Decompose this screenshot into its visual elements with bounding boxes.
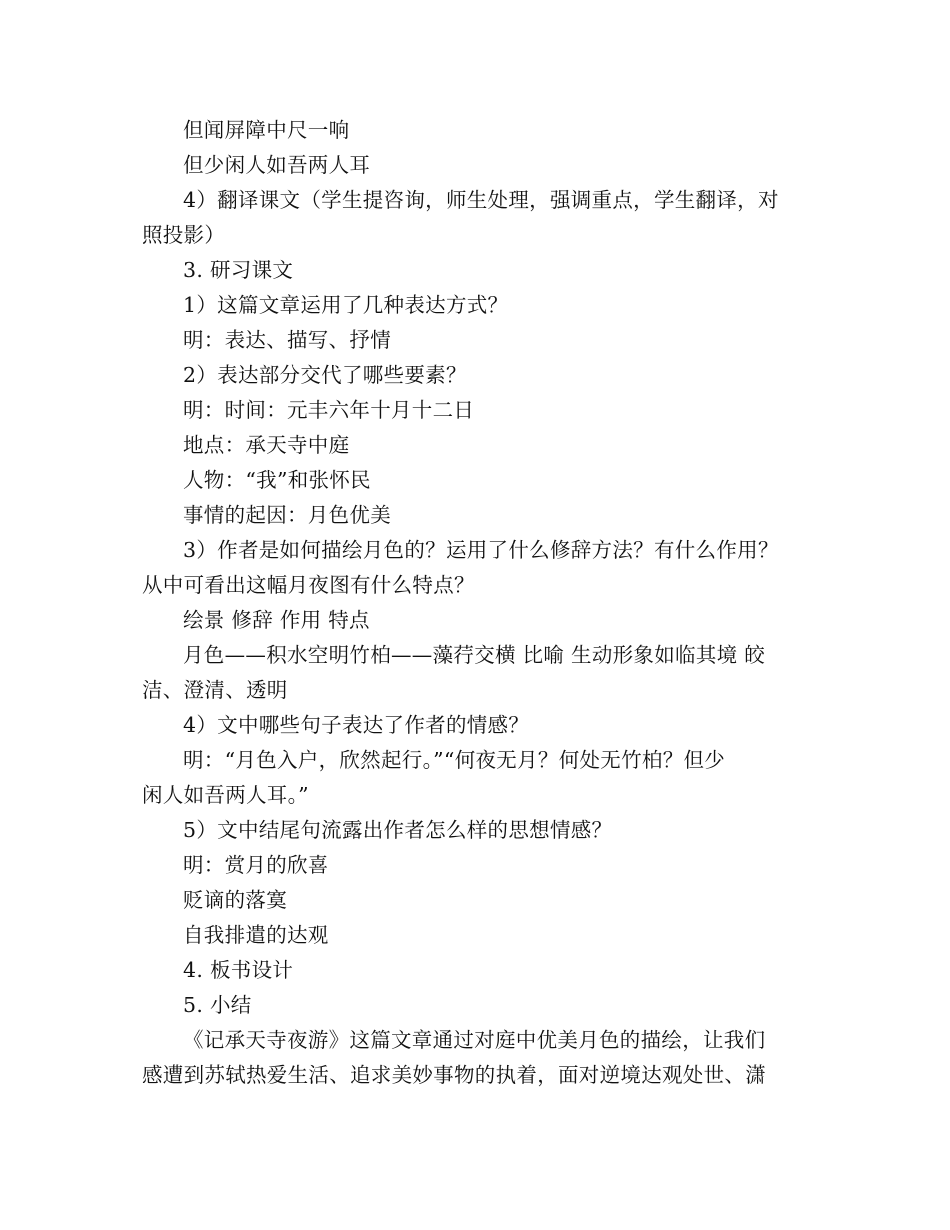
table-header-line: 绘景 修辞 作用 特点 (183, 608, 370, 632)
answer-line: 地点：承天寺中庭 (183, 433, 350, 457)
text-line: 但闻屏障中尺一响 (183, 118, 350, 142)
text-line: 4）翻译课文（学生提咨询，师生处理，强调重点，学生翻译，对 (183, 188, 779, 212)
answer-line: 人物：“我”和张怀民 (183, 468, 371, 492)
answer-line: 明：“月色入户，欣然起行。”“何夜无月？何处无竹柏？但少 (183, 748, 726, 772)
question-line: 3）作者是如何描绘月色的？运用了什么修辞方法？有什么作用？ (183, 538, 779, 562)
text-line: 《记承天寺夜游》这篇文章通过对庭中优美月色的描绘，让我们 (183, 1028, 766, 1052)
section-heading: 5. 小结 (183, 993, 252, 1017)
document-page (142, 113, 812, 1093)
section-heading: 3. 研习课文 (183, 258, 294, 282)
section-heading: 4. 板书设计 (183, 958, 294, 982)
question-line: 5）文中结尾句流露出作者怎么样的思想情感？ (183, 818, 613, 842)
question-line: 1）这篇文章运用了几种表达方式？ (183, 293, 509, 317)
answer-line: 事情的起因：月色优美 (183, 503, 391, 527)
answer-line: 闲人如吾两人耳。” (142, 783, 309, 807)
answer-line: 明：赏月的欣喜 (183, 853, 329, 877)
question-line: 4）文中哪些句子表达了作者的情感？ (183, 713, 530, 737)
answer-line: 自我排遣的达观 (183, 923, 329, 947)
text-line: 照投影） (142, 223, 226, 247)
text-line: 感遭到苏轼热爱生活、追求美妙事物的执着，面对逆境达观处世、潇 (142, 1063, 766, 1087)
text-line: 但少闲人如吾两人耳 (183, 153, 371, 177)
answer-line: 明：表达、描写、抒情 (183, 328, 391, 352)
answer-line: 贬谪的落寞 (183, 888, 287, 912)
answer-line: 明：时间：元丰六年十月十二日 (183, 398, 475, 422)
text-line: 洁、澄清、透明 (142, 678, 288, 702)
text-line: 月色——积水空明竹柏——藻荇交横 比喻 生动形象如临其境 皎 (183, 643, 766, 667)
question-line: 2）表达部分交代了哪些要素？ (183, 363, 467, 387)
question-line: 从中可看出这幅月夜图有什么特点？ (142, 573, 475, 597)
